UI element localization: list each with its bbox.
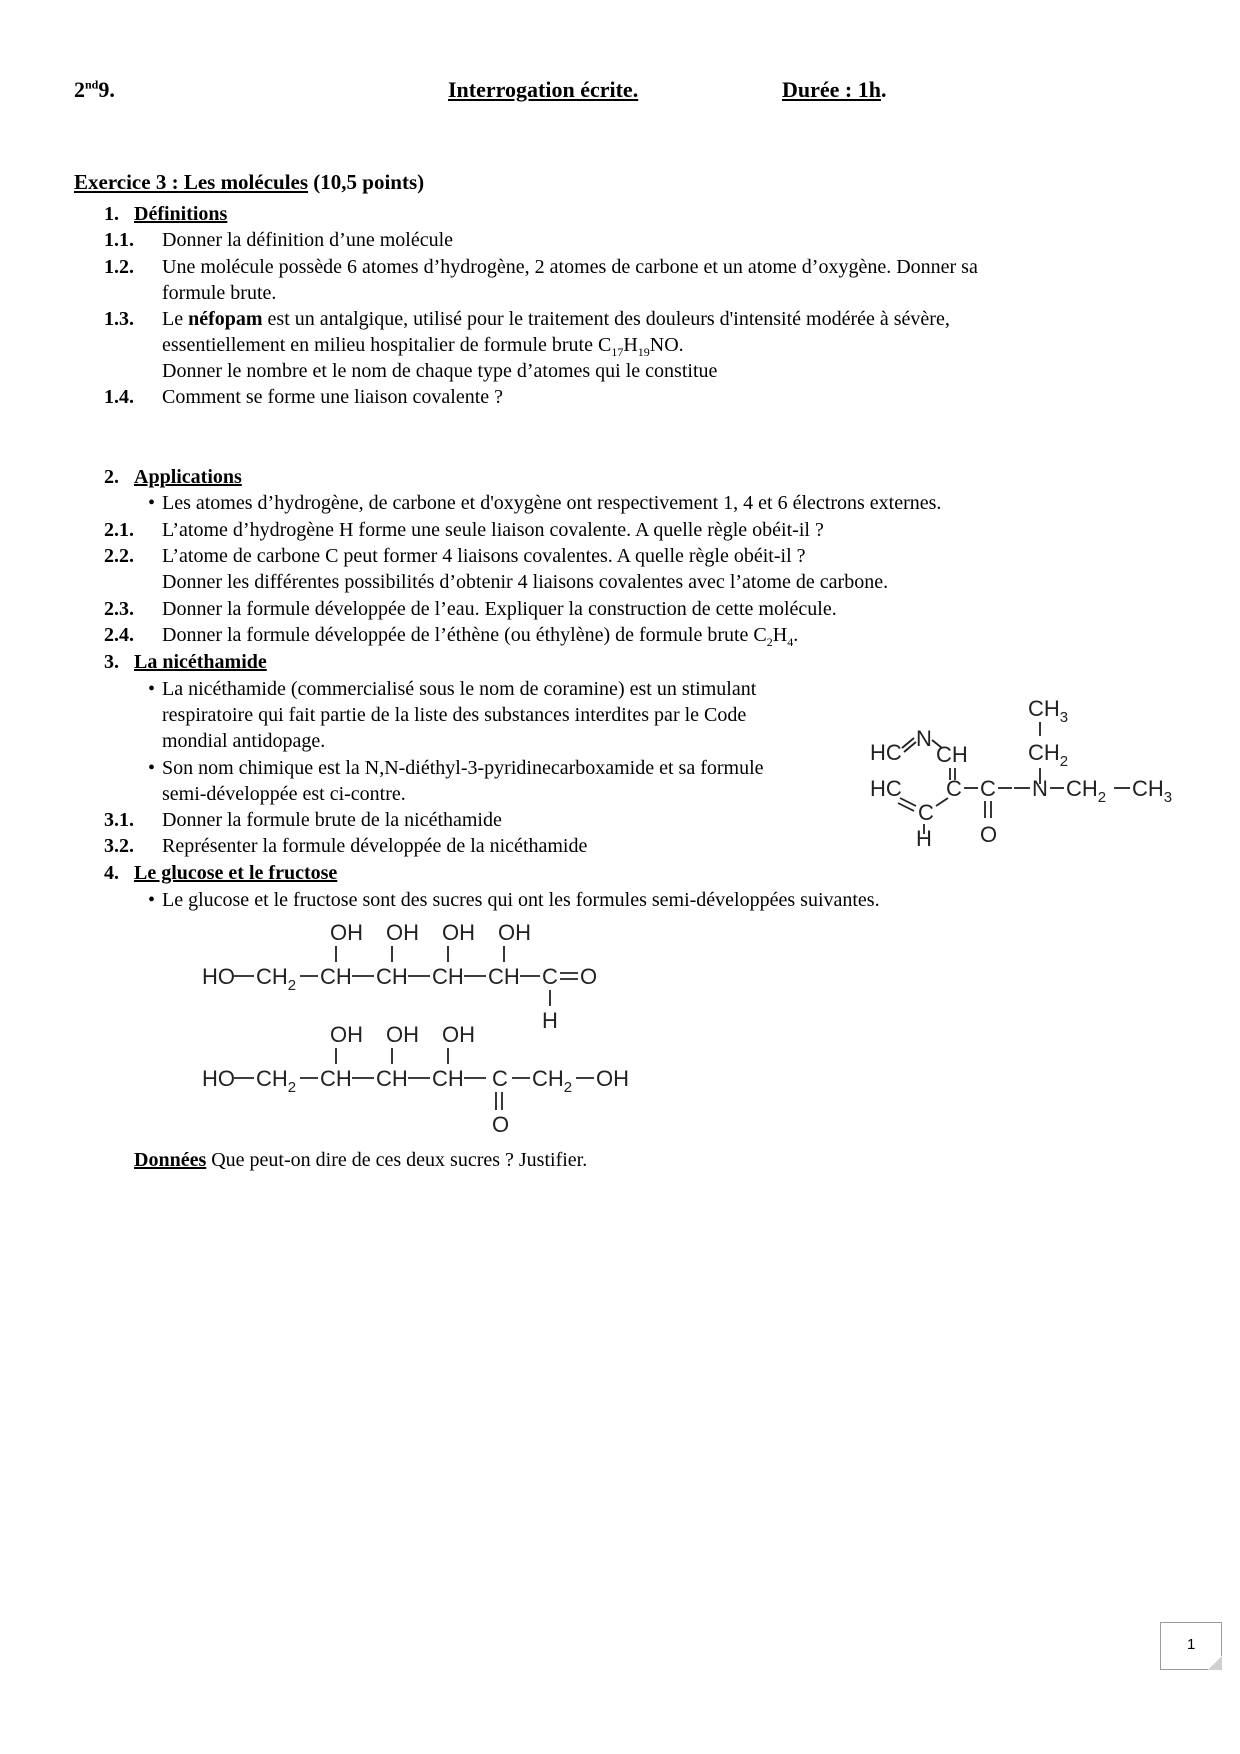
question-number: 1.1. xyxy=(104,229,134,251)
chem-label: CH xyxy=(432,964,464,989)
page-number-box xyxy=(1160,1622,1222,1670)
chem-label: CH xyxy=(320,964,352,989)
chem-label: O xyxy=(580,964,598,989)
exercise-heading: Exercice 3 : Les molécules (10,5 points) xyxy=(74,170,425,194)
chem-label: OH xyxy=(596,1066,629,1091)
chem-label: $CH_2$ xyxy=(256,964,297,994)
chem-label: O xyxy=(492,1112,510,1137)
duration: Durée : 1h. xyxy=(782,77,887,102)
question-number: 1.2. xyxy=(104,256,134,278)
chem-label: CH xyxy=(936,742,968,767)
chem-label: OH xyxy=(386,920,419,945)
question-text: Donner la formule brute de la nicéthamide xyxy=(162,809,502,831)
chem-label: $CH_2$ xyxy=(532,1066,573,1096)
chem-label: CH xyxy=(488,964,520,989)
bullet-item: • Le glucose et le fructose sont des sucres qui ont les formules semi-développées suivantes. xyxy=(148,889,880,911)
chem-label: CH xyxy=(320,1066,352,1091)
question-number: 3.1. xyxy=(104,809,134,831)
chem-label: C xyxy=(918,800,934,825)
section-4-title: Le glucose et le fructose xyxy=(134,862,338,884)
question-number: 1.4. xyxy=(104,386,134,408)
chem-label: N xyxy=(1032,776,1048,801)
chem-label: OH xyxy=(442,1022,475,1047)
sugar-structures xyxy=(196,918,656,1138)
double-bond xyxy=(902,738,914,748)
chem-label: HC xyxy=(870,740,902,765)
question-text: Donner la définition d’une molécule xyxy=(162,229,454,251)
bullet-item: • Son nom chimique est la N,N-diéthyl-3-pyridinecarboxamide et sa formule xyxy=(148,757,764,779)
glucose-structure xyxy=(202,920,597,1033)
question-number: 1.3. xyxy=(104,308,134,330)
bullet-item-continued: mondial antidopage. xyxy=(162,730,326,752)
page-number: 1 xyxy=(1187,1636,1196,1653)
question-number: 2.4. xyxy=(104,624,134,646)
chem-label: C xyxy=(542,964,558,989)
chem-label: HC xyxy=(870,776,902,801)
chem-label: OH xyxy=(330,1022,363,1047)
question-text: L’atome de carbone C peut former 4 liaisons covalentes. A quelle règle obéit-il ? xyxy=(162,545,806,567)
page-curl-decoration xyxy=(1208,1656,1222,1670)
question-number: 2.3. xyxy=(104,598,134,620)
page-title: Interrogation écrite. xyxy=(448,77,639,102)
question-text: Donner le nombre et le nom de chaque type d’atomes qui le constitue xyxy=(162,360,718,382)
chem-label: $CH_2$ xyxy=(256,1066,297,1096)
chem-label: $CH_3$ xyxy=(1132,776,1173,806)
question-text: Le néfopam est un antalgique, utilisé pour le traitement des douleurs d'intensité modérée à sévère, xyxy=(162,308,950,330)
chem-label: CH xyxy=(376,1066,408,1091)
question-number: 2.1. xyxy=(104,519,134,541)
question-text: Une molécule possède 6 atomes d’hydrogène, 2 atomes de carbone et un atome d’oxygène. Donner sa xyxy=(162,256,978,278)
chem-label: C xyxy=(492,1066,508,1091)
chem-label: CH xyxy=(376,964,408,989)
bullet-item: • Les atomes d’hydrogène, de carbone et d'oxygène ont respectivement 1, 4 et 6 électrons externes. xyxy=(148,492,942,514)
section-2-number: 2. xyxy=(104,466,119,488)
section-1-title: Définitions xyxy=(134,203,228,225)
question-text: essentiellement en milieu hospitalier de formule brute $C_{17}H_{19}NO$. xyxy=(162,334,684,359)
chem-label: OH xyxy=(386,1022,419,1047)
chem-label: CH xyxy=(432,1066,464,1091)
fructose-structure xyxy=(202,1022,629,1137)
bullet-item-continued: respiratoire qui fait partie de la liste des substances interdites par le Code xyxy=(162,704,747,726)
question-text: Comment se forme une liaison covalente ? xyxy=(162,386,504,408)
chem-label: C xyxy=(946,776,962,801)
section-3-title: La nicéthamide xyxy=(134,651,267,673)
chem-label: HO xyxy=(202,964,235,989)
bullet-item-continued: semi-développée est ci-contre. xyxy=(162,783,406,805)
chem-label: O xyxy=(980,822,998,847)
chem-label: OH xyxy=(330,920,363,945)
chem-label: N xyxy=(916,726,932,751)
question-text: Donner les différentes possibilités d’obtenir 4 liaisons covalentes avec l’atome de carbone. xyxy=(162,571,889,593)
section-4-number: 4. xyxy=(104,862,119,884)
data-question: Données Que peut-on dire de ces deux sucres ? Justifier. xyxy=(134,1149,588,1171)
section-3-number: 3. xyxy=(104,651,119,673)
double-bond xyxy=(904,742,916,752)
section-1-number: 1. xyxy=(104,203,119,225)
chem-label: OH xyxy=(498,920,531,945)
question-text: Donner la formule développée de l’éthène (ou éthylène) de formule brute $C_2H_4$. xyxy=(162,624,799,649)
class-label: 2nd9. xyxy=(74,77,115,102)
bullet-item: • La nicéthamide (commercialisé sous le nom de coramine) est un stimulant xyxy=(148,678,757,700)
chem-label: HO xyxy=(202,1066,235,1091)
chem-label: H xyxy=(916,826,932,848)
nicethamide-structure xyxy=(860,688,1190,848)
chem-label: C xyxy=(980,776,996,801)
section-2-title: Applications xyxy=(134,466,242,488)
question-number: 3.2. xyxy=(104,835,134,857)
chem-label: H xyxy=(542,1008,558,1033)
question-text: L’atome d’hydrogène H forme une seule liaison covalente. A quelle règle obéit-il ? xyxy=(162,519,824,541)
chem-label: $CH_2$ xyxy=(1028,740,1069,770)
question-text: Donner la formule développée de l’eau. Expliquer la construction de cette molécule. xyxy=(162,598,837,620)
chem-label: $CH_3$ xyxy=(1028,696,1069,726)
question-text: Représenter la formule développée de la nicéthamide xyxy=(162,835,588,857)
chem-label: OH xyxy=(442,920,475,945)
question-number: 2.2. xyxy=(104,545,134,567)
question-text: formule brute. xyxy=(162,282,277,304)
chem-label: $CH_2$ xyxy=(1066,776,1107,806)
